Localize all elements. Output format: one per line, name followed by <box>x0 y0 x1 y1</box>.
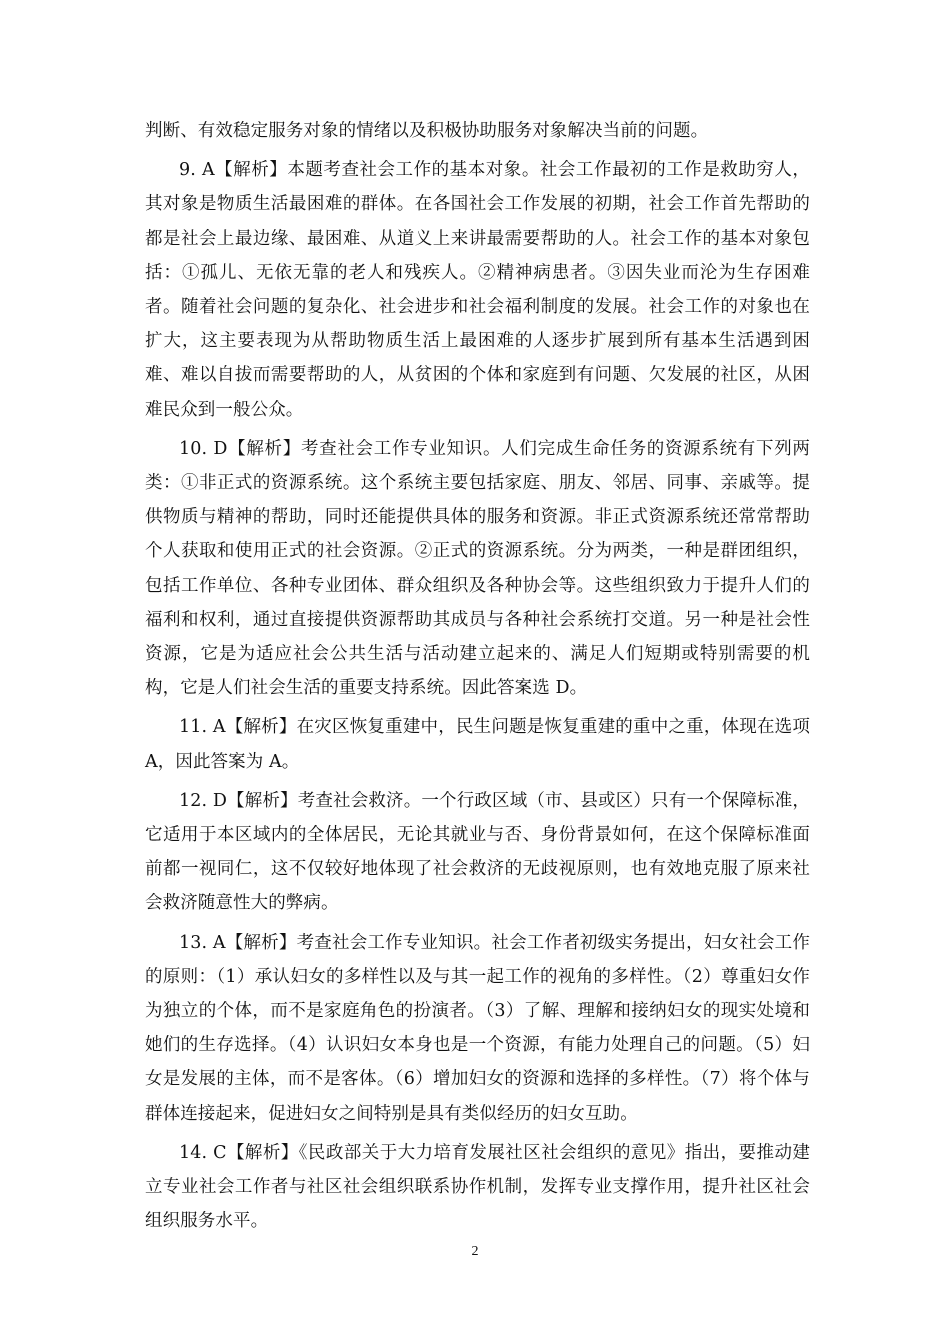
paragraph-answer-14: 14. C【解析】《民政部关于大力培育发展社区社会组织的意见》指出，要推动建立专业社会工作者与社区社会组织联系协作机制，发挥专业支撑作用，提升社区社会组织服务水平。 <box>145 1142 810 1232</box>
document-body <box>145 114 810 1244</box>
paragraph-answer-12: 12. D【解析】考查社会救济。一个行政区域（市、县或区）只有一个保障标准，它适用于本区域内的全体居民，无论其就业与否、身份背景如何，在这个保障标准面前都一视同仁，这不仅较好地体现了社会救济的无歧视原则，也有效地克服了原来社会救济随意性大的弊病。 <box>145 790 810 914</box>
paragraph-answer-11: 11. A【解析】在灾区恢复重建中，民生问题是恢复重建的重中之重，体现在选项 A，因此答案为 A。 <box>145 717 810 772</box>
paragraph-answer-9: 9. A【解析】本题考查社会工作的基本对象。社会工作最初的工作是救助穷人，其对象是物质生活最困难的群体。在各国社会工作发展的初期，社会工作首先帮助的都是社会上最边缘、最困难、从道义上来讲最需要帮助的人。社会工作的基本对象包括：①孤儿、无依无靠的老人和残疾人。②精神病患者。③因失业而沦为生存困难者。随着社会问题的复杂化、社会进步和社会福利制度的发展。社会工作的对象也在扩大，这主要表现为从帮助物质生活上最困难的人逐步扩展到所有基本生活遇到困难、难以自拔而需要帮助的人，从贫困的个体和家庭到有问题、欠发展的社区，从困难民众到一般公众。 <box>145 160 810 420</box>
page-number: 2 <box>471 1244 479 1259</box>
paragraph-answer-13: 13. A【解析】考查社会工作专业知识。社会工作者初级实务提出，妇女社会工作的原则：（1）承认妇女的多样性以及与其一起工作的视角的多样性。（2）尊重妇女作为独立的个体，而不是家庭角色的扮演者。（3）了解、理解和接纳妇女的现实处境和她们的生存选择。（4）认识妇女本身也是一个资源，有能力处理自己的问题。（5）妇女是发展的主体，而不是客体。（6）增加妇女的资源和选择的多样性。（7）将个体与群体连接起来，促进妇女之间特别是具有类似经历的妇女互助。 <box>145 932 810 1124</box>
paragraph-continuation: 判断、有效稳定服务对象的情绪以及积极协助服务对象解决当前的问题。 <box>145 121 709 141</box>
paragraph-answer-10: 10. D【解析】考查社会工作专业知识。人们完成生命任务的资源系统有下列两类：①非正式的资源系统。这个系统主要包括家庭、朋友、邻居、同事、亲戚等。提供物质与精神的帮助，同时还能提供具体的服务和资源。非正式资源系统还常常帮助个人获取和使用正式的社会资源。②正式的资源系统。分为两类，一种是群团组织，包括工作单位、各种专业团体、群众组织及各种协会等。这些组织致力于提升人们的福利和权利，通过直接提供资源帮助其成员与各种社会系统打交道。另一种是社会性资源，它是为适应社会公共生活与活动建立起来的、满足人们短期或特别需要的机构，它是人们社会生活的重要支持系统。因此答案选 D。 <box>145 438 810 699</box>
